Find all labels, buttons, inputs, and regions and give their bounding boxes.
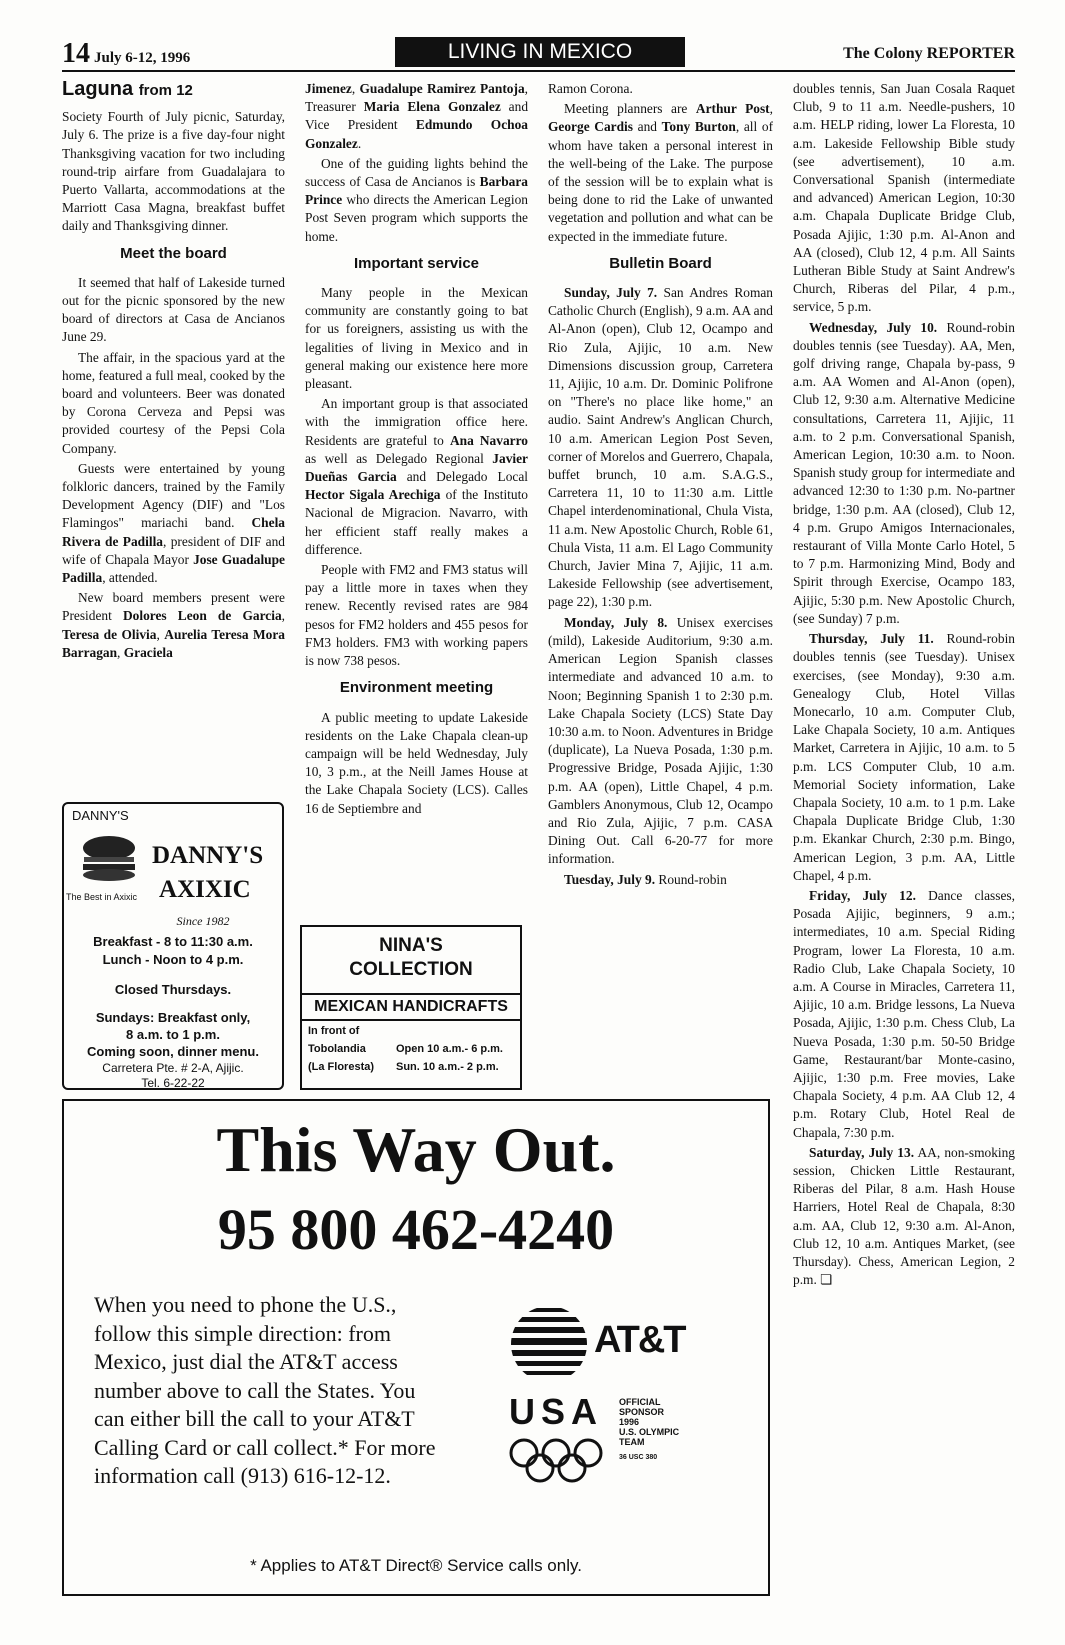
att-globe-icon <box>509 1304 589 1384</box>
ad-lunch: Lunch - Noon to 4 p.m. <box>102 952 244 967</box>
column-1 <box>62 80 285 780</box>
nina-hours-1: Open 10 a.m.- 6 p.m. <box>396 1043 503 1055</box>
nina-loc-2: Tobolandia <box>308 1043 366 1055</box>
paragraph: Guests were entertained by young folkloric dancers, trained by the Family Development Agency (DIF) and "Los Flamingos" mariachi band. Chela Rivera de Padilla, president of DIF and wife of Chapala Mayor Jose Guadalupe Padilla, attended. <box>62 460 285 586</box>
paragraph: The affair, in the spacious yard at the home, featured a full meal, cooked by the board and volunteers. Beer was donated by Corona Cerveza and Pepsi was provided courtesy of the Pepsi Cola Company. <box>62 349 285 456</box>
ninas-ad <box>300 925 522 1090</box>
header-rule <box>62 70 1015 72</box>
nina-loc-3: (La Floresta) <box>308 1061 375 1073</box>
ad-closed: Closed Thursdays. <box>114 982 232 997</box>
paragraph: Monday, July 8. Unisex exercises (mild), Lakeside Auditorium, 9:30 a.m. American Legion Spanish classes intermediate and advanced 10 a.m. to Noon; Beginning Spanish 1 to 2:30 p.m. Lake Chapala Society (LCS) State Day 10:30 a.m. to Noon. Adventures in Bridge (duplicate), La Nueva Posada, 1:30 p.m. Progressive Bridge, Posada Ajijic, 1:30 p.m. AA (open), Little Chapel, 4 p.m. Gamblers Anonymous, Club 12, Ocampo and Rio Zula, Ajijic, 7 p.m. CASA Dining Out. Call 6-20-77 for more information. <box>548 614 773 867</box>
column-3 <box>548 80 773 1065</box>
paragraph: Sunday, July 7. San Andres Roman Catholic Church (English), 9 a.m. AA and Al-Anon (open), Club 12, Ocampo and Rio Zula, Ajijic, 10 a.m. New Dimensions discussion group, Carretera 11, Ajijic, 10 a.m. Dr. Dominic Polifrone on "There's no place like home," an audio. Saint Andrew's Anglican Church, 10 a.m. American Legion Post Seven, corner of Morelos and Guerrero, Chapala, buffet brunch, 10 a.m. S.A.G.S., Carretera 11, 10 to 11:30 a.m. Little Chapel interdenominational, Chula Vista, 11 a.m. New Apostolic Church, Roble 61, Chula Vista, 11 a.m. El Lago Community Church, Javier Mina 7, Ajijic, 11 a.m. Lakeside Fellowship (see advertisement, page 22), 1:30 p.m. <box>548 285 773 610</box>
nina-name-3: MEXICAN HANDICRAFTS <box>302 993 520 1021</box>
ad-name-1: DANNY'S <box>152 842 264 869</box>
paragraph: It seemed that half of Lakeside turned out for the picnic sponsored by the new board of directors at Casa de Ancianos June 29. <box>62 274 285 345</box>
att-usa: USA <box>509 1391 604 1432</box>
att-footnote: * Applies to AT&T Direct® Service calls only. <box>250 1556 582 1575</box>
att-headline: This Way Out. <box>216 1114 616 1185</box>
ad-sunday-1: Sundays: Breakfast only, <box>95 1010 251 1025</box>
story-title: Laguna from 12 <box>62 80 193 100</box>
end-mark: ❏ <box>820 1272 833 1288</box>
paragraph: Meeting planners are Arthur Post, George Cardis and Tony Burton, all of whom have taken a personal interest in the well-being of the Lake. The purpose of the session will be to explain what is being done to rid the Lake of unwanted vegetation and pollution and what can be expected in the immediate future. <box>548 101 773 244</box>
dannys-ad <box>62 802 284 1090</box>
att-access-number: 95 800 462-4240 <box>217 1197 615 1262</box>
paragraph: Thursday, July 11. Round-robin doubles tennis (see Tuesday). Unisex exercises, (see Monday), 9:30 a.m. Genealogy Club, Hotel Villas Monecarlo, 10 a.m. Computer Club, Lake Chapala Society, 10 a.m. Antiques Market, Carretera in Ajijic, 10 a.m. to 5 p.m. LCS Computer Club, 10 a.m. Memorial Society information, Lake Chapala Society, 10 a.m. to 1 p.m. Lake Chapala Duplicate Bridge Club, 1:30 p.m. Ekankar Church, 2:30 p.m. Bingo, American Legion, 3 p.m. AA, Little Chapel, 4 p.m. <box>793 631 1015 883</box>
ad-small-name: DANNY'S <box>72 808 129 823</box>
paragraph: Wednesday, July 10. Round-robin doubles tennis (see Tuesday). AA, Men, golf driving range, Chapala by-pass, 9 a.m. AA Women and Al-Anon (open), Club 12, 9:30 a.m. Alternative Medicine consultations, Carretera 11, Ajijic, 11 a.m. to 2 p.m. Conversational Spanish, American Legion, 10:30 a.m. to Noon. Spanish study group for intermediate and advanced 12:30 to 1:30 p.m. No-partner bridge, 1:30 p.m. AA (closed), Club 12, 4 p.m. Grupo Amigos Internacionales, restaurant of Villa Monte Carlo Hotel, 5 to 7 p.m. Harmonizing Mind, Body and Spirit through Exercise, Ocampo 183, Ajijic, 5:30 p.m. New Apostolic Church, (see Sunday) 7 p.m. <box>793 319 1015 626</box>
paragraph: Many people in the Mexican community are constantly going to bat for us foreigners, assisting us with the legalities of living in Mexico and in general making our existence here more pleasant. <box>305 285 528 392</box>
paper-name: The Colony REPORTER <box>843 45 1015 62</box>
paragraph: Friday, July 12. Dance classes, Posada Ajijic, beginners, 9 a.m.; intermediates, 10 a.m. Special Riding Program, lower La Floresta, 10 a.m. Radio Club, Lake Chapala Society, 10 a.m. A Course in Miracles, Carretera 11, Ajijic, 10 a.m. Bridge lessons, La Nueva Posada, Ajijic, 1:30 p.m. Chess Club, La Nueva Posada, 1:30 p.m. 50-50 Bridge Game, Restaurant/bar Monte-casino, Ajijic, 1:30 p.m. Free movies, Lake Chapala Society, 4 p.m. AA Club 12, 4 p.m. Rotary Club, Hotel Real de Chapala, 7:30 p.m. <box>793 887 1015 1140</box>
paragraph: Jimenez, Guadalupe Ramirez Pantoja, Treasurer Maria Elena Gonzalez and Vice President Edmundo Ochoa Gonzalez. <box>305 81 528 151</box>
ad-since: Since 1982 <box>176 914 230 928</box>
paragraph: A public meeting to update Lakeside residents on the Lake Chapala clean-up campaign will be held Wednesday, July 10, 3 p.m., at the Neill James House at the Lake Chapala Society (LCS). Calles 16 de Septiembre and <box>305 709 528 816</box>
paragraph: Tuesday, July 9. Round-robin <box>564 871 727 887</box>
column-2 <box>305 80 528 1065</box>
nina-hours-2: Sun. 10 a.m.- 2 p.m. <box>396 1061 499 1073</box>
paragraph: Saturday, July 13. AA, non-smoking session, Chicken Little Restaurant, Riberas del Pilar, 8 a.m. Hash House Harriers, Hotel Real de Chapala, 8:30 a.m. AA, Club 12, 9:30 a.m. Al-Anon, Club 12, 10 a.m. Antiques Market, (see Thursday). Chess, American Legion, 2 p.m. ❏ <box>793 1144 1015 1288</box>
olympic-sponsor-text: OFFICIAL SPONSOR 1996 U.S. OLYMPIC TEAM 36 USC 380 <box>619 1397 680 1461</box>
ad-tel: Tel. 6-22-22 <box>141 1076 205 1090</box>
nina-name-2: COLLECTION <box>349 959 473 980</box>
ad-tagline: The Best in Axixic <box>66 892 138 902</box>
nina-name-1: NINA'S <box>379 935 443 956</box>
ad-coming: Coming soon, dinner menu. <box>87 1044 259 1059</box>
paragraph: New board members present were President Dolores Leon de Garcia, Teresa de Olivia, Aurelia Teresa Mora Barragan, Graciela <box>62 590 285 660</box>
paragraph: doubles tennis, San Juan Cosala Raquet Club, 9 to 11 a.m. Needle-pushers, 10 a.m. HELP riding, lower La Floresta, 10 a.m. Lakeside Fellowship Bible study (see advertisement), 10 a.m. Conversational Spanish (intermediate and advanced) American Legion, 10:30 a.m. Chapala Duplicate Bridge Club, Posada Ajijic, 1:30 p.m. Al-Anon and AA (closed), Club 12, 4 p.m. All Saints Lutheran Bible Study at Saint Andrew's Church, Riberas del Pilar, 4 p.m., service, 5 p.m. <box>793 81 1015 315</box>
olympic-rings-icon <box>506 1436 606 1486</box>
ad-breakfast: Breakfast - 8 to 11:30 a.m. <box>93 934 253 949</box>
paragraph: One of the guiding lights behind the success of Casa de Ancianos is Barbara Prince who directs the American Legion Post Seven program which supports the home. <box>305 155 528 244</box>
paragraph: People with FM2 and FM3 status will pay a little more in taxes when they renew. Recently revised rates are 984 pesos for FM2 holders and 455 pesos for FM3 holders. FM3 with working papers is now 738 pesos. <box>305 562 528 669</box>
att-body: When you need to phone the U.S., follow this simple direction: from Mexico, just dial the AT&T access number above to call the States. You can either bill the call to your AT&T Calling Card or call collect.* For more information call (913) 616-12-12. <box>94 1292 436 1488</box>
subhead-board: Meet the board <box>120 244 227 262</box>
column-4 <box>793 80 1015 1580</box>
page-number: 14 July 6-12, 1996 <box>62 38 191 69</box>
att-ad <box>62 1099 770 1596</box>
ad-name-2: AXIXIC <box>159 876 251 903</box>
issue-date: July 6-12, 1996 <box>94 50 191 66</box>
subhead-environment: Environment meeting <box>339 679 494 697</box>
att-logo: AT&T <box>594 1319 685 1361</box>
section-banner: LIVING IN MEXICO <box>395 37 685 67</box>
nina-loc-1: In front of <box>308 1025 360 1037</box>
ad-address: Carretera Pte. # 2-A, Ajijic. <box>102 1061 244 1075</box>
paragraph: An important group is that associated with the immigration office here. Residents are grateful to Ana Navarro as well as Delegado Regional Javier Dueñas Garcia and Delegado Local Hector Sigala Arechiga of the Instituto Nacional de Migracion. Navarro, with her efficient staff really makes a difference. <box>305 396 528 557</box>
burger-icon <box>74 830 144 890</box>
paragraph: Society Fourth of July picnic, Saturday, July 6. The prize is a five day-four night Thanksgiving vacation for two including round-trip airfare from Guadalajara to Puerto Vallarta, accommodations at the Marriott Casa Magna, breakfast buffet daily and Thanksgiving dinner. <box>62 109 285 234</box>
ad-sunday-2: 8 a.m. to 1 p.m. <box>126 1027 220 1042</box>
paragraph: Ramon Corona. <box>548 81 633 96</box>
subhead-service: Important service <box>353 254 480 272</box>
subhead-bulletin: Bulletin Board <box>609 254 712 272</box>
